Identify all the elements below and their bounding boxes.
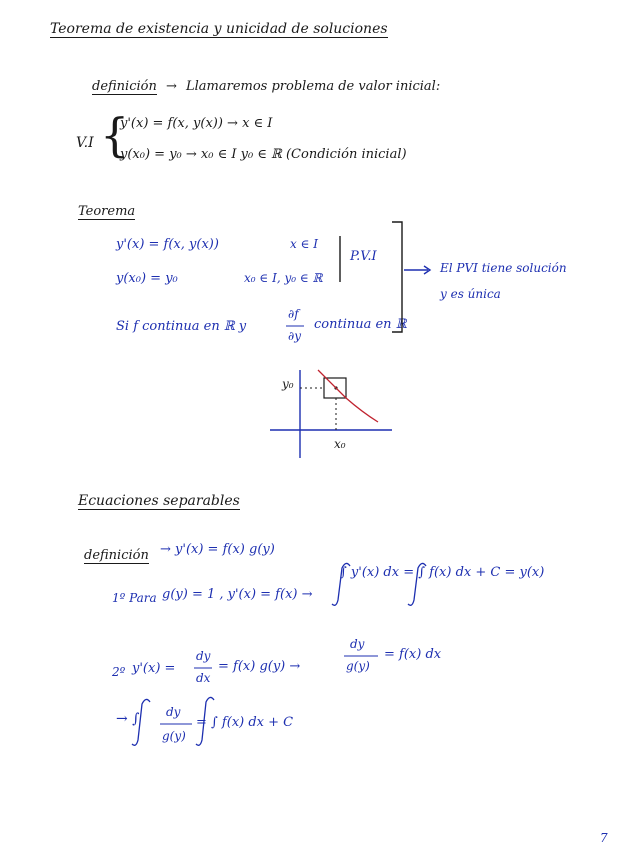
theorem-equation-1-domain: x ∈ I — [290, 237, 319, 251]
separables-heading: Ecuaciones separables — [78, 493, 240, 509]
definition-arrow: → — [166, 79, 177, 94]
integral-sign-4 — [196, 697, 214, 745]
integral-sign-3 — [132, 699, 150, 745]
final-arrow: → ∫ — [116, 711, 140, 727]
case-1-label: 1º Para — [112, 591, 157, 605]
final-gy: g(y) — [162, 729, 186, 743]
theorem-conclusion-2: y es única — [440, 287, 501, 301]
case-2-dx: dx — [196, 671, 211, 685]
partial-denominator: ∂y — [288, 329, 301, 343]
theorem-equation-2: y(x₀) = y₀ — [116, 271, 178, 286]
case-2-equation: y'(x) = — [132, 661, 176, 676]
case-2-end: = f(x) dx — [384, 647, 442, 662]
case-2-dy-2: dy — [350, 637, 365, 651]
integral-sign-2 — [408, 563, 426, 605]
case-2-label: 2º — [112, 665, 126, 679]
definition-text: Llamaremos problema de valor inicial: — [186, 79, 441, 94]
page-number: 7 — [600, 831, 608, 845]
theorem-condition-b: continua en ℝ — [314, 317, 407, 332]
pvi-equation-1: y'(x) = f(x, y(x)) → x ∈ I — [120, 116, 273, 131]
theorem-right-bracket — [392, 222, 402, 332]
case-1-integral: ∫ y'(x) dx = ∫ f(x) dx + C = y(x) — [340, 565, 545, 580]
left-brace: { — [100, 108, 130, 162]
theorem-equation-2-domain: x₀ ∈ I, y₀ ∈ ℝ — [244, 271, 323, 285]
case-2-dy: dy — [196, 649, 211, 663]
case-2-middle: = f(x) g(y) → — [218, 659, 301, 674]
definition-label: definición — [92, 79, 157, 94]
theorem-conclusion-1: El PVI tiene solución — [440, 261, 567, 275]
theorem-label: Teorema — [78, 204, 136, 219]
theorem-equation-1: y'(x) = f(x, y(x)) — [116, 237, 219, 252]
final-dy: dy — [166, 705, 181, 719]
page-heading: Teorema de existencia y unicidad de soluciones — [50, 21, 388, 37]
pvi-label: V.I — [76, 135, 94, 151]
theorem-condition-a: Si f continua en ℝ y — [116, 319, 247, 334]
final-end: = ∫ f(x) dx + C — [196, 715, 294, 730]
graph-y-label: y₀ — [282, 377, 294, 391]
integral-sign-1 — [332, 563, 350, 605]
case-2-gy: g(y) — [346, 659, 370, 673]
case-1-equation: g(y) = 1 , y'(x) = f(x) → — [162, 587, 313, 602]
pvi-box-label: P.V.I — [350, 249, 377, 264]
graph-x-label: x₀ — [334, 437, 346, 451]
separables-definition-equation: → y'(x) = f(x) g(y) — [160, 542, 275, 557]
pvi-equation-2: y(x₀) = y₀ → x₀ ∈ I y₀ ∈ ℝ (Condición inicial) — [120, 147, 407, 162]
partial-numerator: ∂f — [288, 307, 299, 321]
separables-definition-label: definición — [84, 548, 149, 563]
